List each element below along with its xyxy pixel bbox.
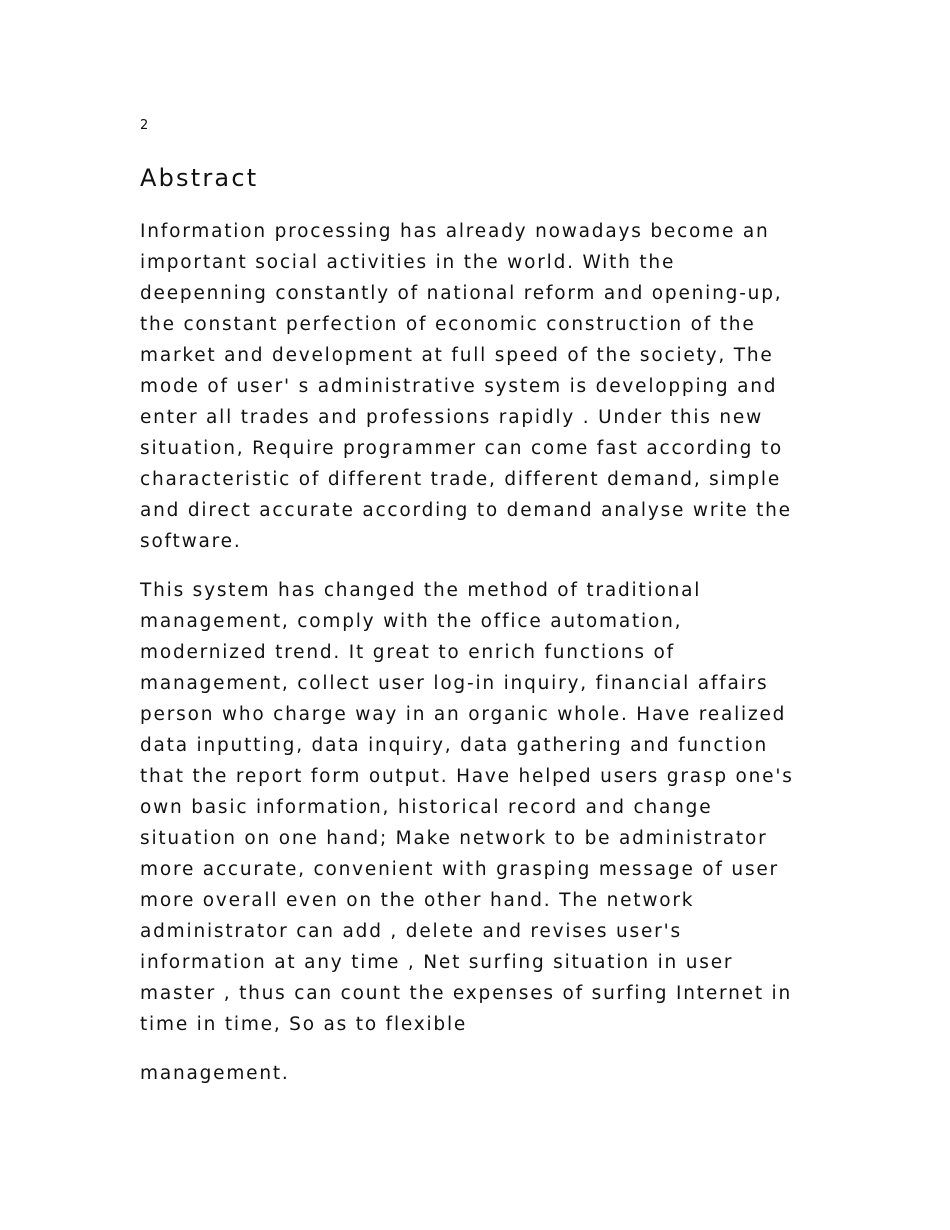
- abstract-heading: Abstract: [140, 164, 259, 192]
- page-number: 2: [140, 118, 149, 133]
- abstract-paragraph-1: Information processing has already nowadays become an important social activities in the world. With the deepenning constantly of national reform and opening-up, the constant perfection of economic construction of the market and development at full speed of the society, The mode of user' s administrative system is developping and enter all trades and professions rapidly . Under this new situation, Require programmer can come fast according to characteristic of different trade, different demand, simple and direct accurate according to demand analyse write the software.: [140, 221, 792, 552]
- abstract-paragraph-2: This system has changed the method of traditional management, comply with the office automation, modernized trend. It great to enrich functions of management, collect user log-in inquiry, financial affairs person who charge way in an organic whole. Have realized data inputting, data inquiry, data gathering and function that the report form output. Have helped users grasp one's own basic information, historical record and change situation on one hand; Make network to be administrator more accurate, convenient with grasping message of user more overall even on the other hand. The network administrator can add , delete and revises user's information at any time , Net surfing situation in user master , thus can count the expenses of surfing Internet in time in time, So as to flexible: [140, 580, 794, 1035]
- abstract-paragraph-3: management.: [140, 1063, 290, 1084]
